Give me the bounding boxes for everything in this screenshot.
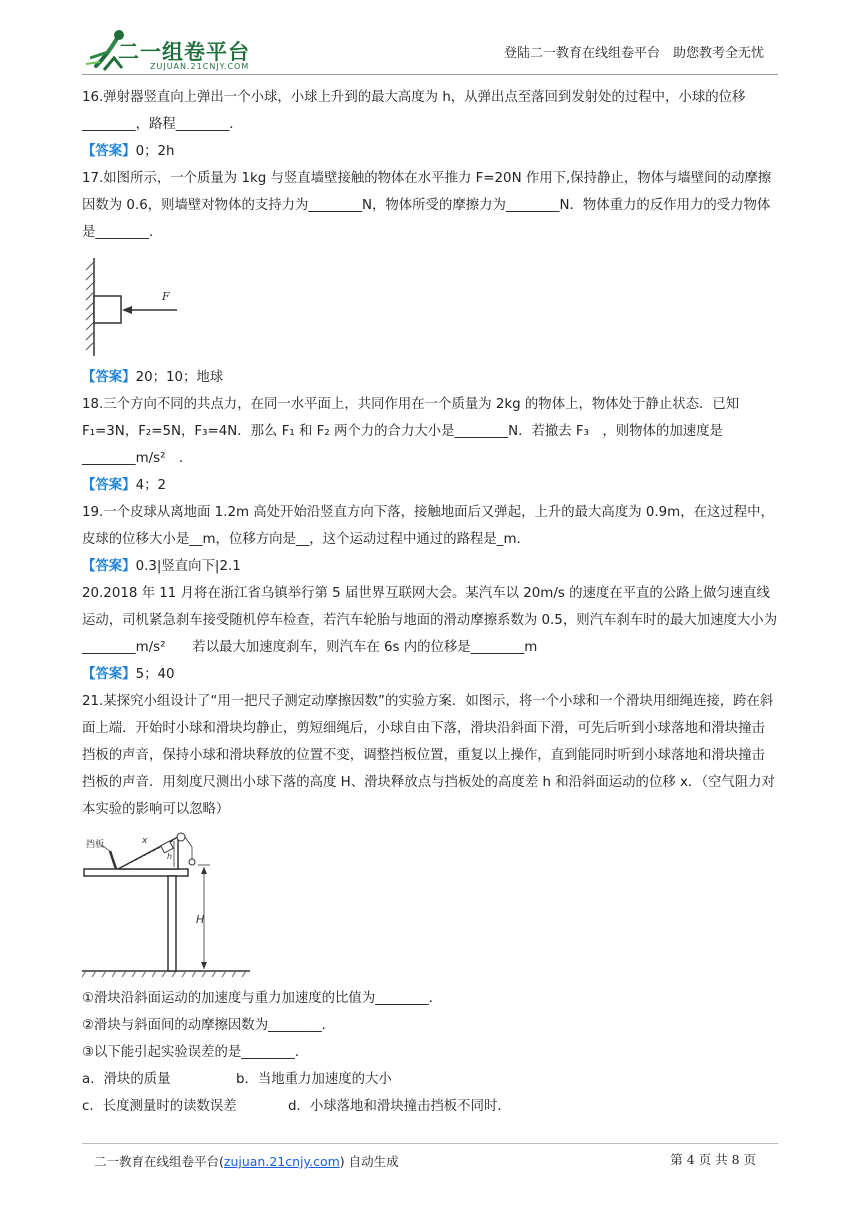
answer-text: 0；2h [135,144,175,159]
answer-20 [82,661,778,688]
options-row-2 [82,1093,778,1120]
question-19: 19.一个皮球从离地面 1.2m 高处开始沿竖直方向下落，接触地面后又弹起，上升的最大高度为 0.9m，在这过程中，皮球的位移大小是__m，位移方向是__，这个运动过程中通过的路程是_m． [82,505,774,547]
answer-tag: 【答案】 [82,370,136,385]
answer-tag: 【答案】 [82,559,136,574]
board-label: 挡板 [86,840,105,850]
footer-prefix: 二一教育在线组卷平台( [94,1154,224,1169]
page-number: 第 4 页 共 8 页 [670,1152,756,1167]
options-row-1 [82,1066,778,1093]
answer-19 [82,553,778,580]
answer-text: 5；40 [135,667,175,682]
wall-block-force-figure [82,256,192,360]
question-20: 20.2018 年 11 月将在浙江省乌镇举行第 5 届世界互联网大会。某汽车以 20m/s 的速度在平直的公路上做匀速直线运动，司机紧急刹车接受随机停车检查，若汽车轮胎与地面的滑动摩擦系数为 0.5，则汽车刹车时的最大加速度大小为________m/s² 若以最大加速度刹车，则汽车在 6s 内的位移是________m [82,586,778,655]
footer-link[interactable]: zujuan.21cnjy.com [223,1154,340,1169]
logo-text: 二一组卷平台 [118,40,250,64]
footer-suffix: ) 自动生成 [339,1154,399,1169]
answer-17 [82,364,778,391]
logo-url: ZUJUAN.21CNJY.COM [150,62,250,71]
footer-divider [82,1143,778,1144]
question-16: 16.弹射器竖直向上弹出一个小球，小球上升到的最大高度为 h，从弹出点至落回到发射处的过程中，小球的位移________，路程________． [82,90,746,132]
answer-tag: 【答案】 [82,144,136,159]
question-21: 21.某探究小组设计了“用一把尺子测定动摩擦因数”的实验方案．如图示，将一个小球和一个滑块用细绳连接，跨在斜面上端．开始时小球和滑块均静止，剪短细绳后，小球自由下落，滑块沿斜面下滑，可先后听到小球落地和滑块撞击挡板的声音，保持小球和滑块释放的位置不变，调整挡板位置，重复以上操作，直到能同时听到小球落地和滑块撞击挡板的声音．用刻度尺测出小球下落的高度 H、滑块释放点与挡板处的高度差 h 和沿斜面运动的位移 x．（空气阻力对本实验的影响可以忽略） [82,694,775,817]
answer-18 [82,472,778,499]
answer-tag: 【答案】 [82,667,136,682]
header-slogan: 登陆二一教育在线组卷平台 助您教考全无忧 [503,46,764,61]
option-b: b．当地重力加速度的大小 [236,1072,392,1087]
option-a: a．滑块的质量 [82,1072,171,1087]
question-21-sub-1: ①滑块沿斜面运动的加速度与重力加速度的比值为________． [82,991,443,1006]
option-d: d．小球落地和滑块撞击挡板不同时． [288,1099,511,1114]
answer-text: 0.3|竖直向下|2.1 [135,559,241,574]
answer-text: 20；10；地球 [135,370,224,385]
answer-16 [82,138,778,165]
H-label: H [196,913,205,926]
question-21-sub-3: ③以下能引起实验误差的是________． [82,1045,309,1060]
force-label: F [162,290,170,303]
x-label: x [142,836,148,846]
question-17: 17.如图所示，一个质量为 1kg 与竖直墙壁接触的物体在水平推力 F=20N 作用下,保持静止，物体与墙壁间的动摩擦因数为 0.6，则墙壁对物体的支持力为________N，物体所受的摩擦力为________N．物体重力的反作用力的受力物体是________． [82,171,772,240]
option-c: c．长度测量时的读数误差 [82,1099,237,1114]
question-18: 18.三个方向不同的共点力，在同一水平面上，共同作用在一个质量为 2kg 的物体上，物体处于静止状态．已知 F₁=3N，F₂=5N，F₃=4N．那么 F₁ 和 F₂ 两个力的合力大小是________N．若撤去 F₃ ，则物体的加速度是________m/s² . [82,397,740,466]
answer-text: 4；2 [135,478,166,493]
h-label: h [167,852,173,861]
question-content [82,84,778,1120]
incline-experiment-figure [82,831,252,981]
answer-tag: 【答案】 [82,478,136,493]
header-divider [82,74,778,75]
footer-source [94,1152,399,1170]
question-21-sub-2: ②滑块与斜面间的动摩擦因数为________． [82,1018,336,1033]
